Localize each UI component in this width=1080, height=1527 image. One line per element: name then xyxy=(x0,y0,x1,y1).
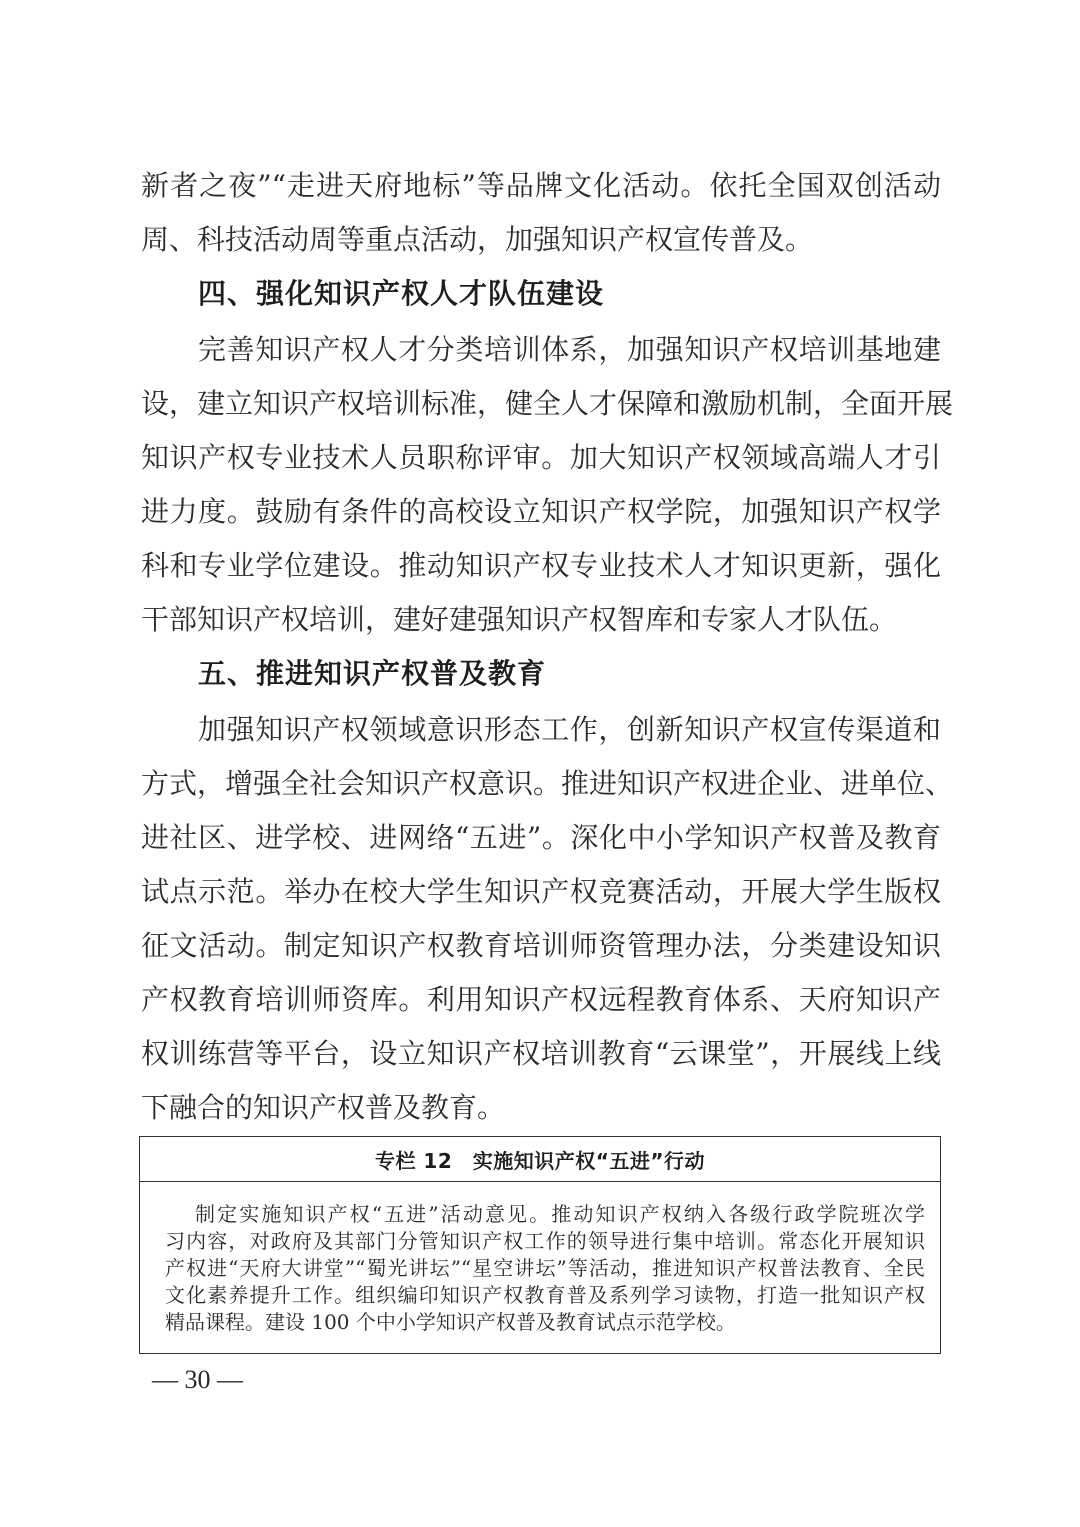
column-box-line: 制定实施知识产权“五进”活动意见。推动知识产权纳入各级行政学院班次学 xyxy=(195,1202,925,1226)
paragraph-line: 知识产权专业技术人员职称评审。加大知识产权领域高端人才引 xyxy=(141,441,941,474)
paragraph-line: 进力度。鼓励有条件的高校设立知识产权学院，加强知识产权学 xyxy=(141,495,941,528)
paragraph-line: 干部知识产权培训，建好建强知识产权智库和专家人才队伍。 xyxy=(141,603,898,636)
section-heading-5: 五、推进知识产权普及教育 xyxy=(198,657,547,690)
paragraph-line: 试点示范。举办在校大学生知识产权竞赛活动，开展大学生版权 xyxy=(141,875,941,908)
column-box-line: 习内容，对政府及其部门分管知识产权工作的领导进行集中培训。常态化开展知识 xyxy=(165,1229,925,1253)
column-box-line: 文化素养提升工作。组织编印知识产权教育普及系列学习读物，打造一批知识产权 xyxy=(165,1283,925,1307)
paragraph-line: 下融合的知识产权普及教育。 xyxy=(141,1091,506,1124)
column-box-line: 精品课程。建设 100 个中小学知识产权普及教育试点示范学校。 xyxy=(165,1310,736,1334)
paragraph-line: 进社区、进学校、进网络“五进”。深化中小学知识产权普及教育 xyxy=(141,821,941,854)
paragraph-line: 设，建立知识产权培训标准，健全人才保障和激励机制，全面开展 xyxy=(141,387,954,420)
paragraph-line: 产权教育培训师资库。利用知识产权远程教育体系、天府知识产 xyxy=(141,983,941,1016)
column-box-title: 专栏 12 实施知识产权“五进”行动 xyxy=(374,1148,706,1173)
column-box-line: 产权进“天府大讲堂”“蜀光讲坛”“星空讲坛”等活动，推进知识产权普法教育、全民 xyxy=(165,1256,925,1280)
paragraph-line: 完善知识产权人才分类培训体系，加强知识产权培训基地建 xyxy=(198,333,941,366)
page-number: — 30 — xyxy=(152,1365,243,1394)
paragraph-line: 周、科技活动周等重点活动，加强知识产权宣传普及。 xyxy=(141,223,814,256)
paragraph-line: 征文活动。制定知识产权教育培训师资管理办法，分类建设知识 xyxy=(141,929,941,962)
paragraph-line: 加强知识产权领域意识形态工作，创新知识产权宣传渠道和 xyxy=(198,713,941,746)
column-box-header xyxy=(140,1137,940,1182)
paragraph-line: 新者之夜”“走进天府地标”等品牌文化活动。依托全国双创活动 xyxy=(141,169,941,202)
section-heading-4: 四、强化知识产权人才队伍建设 xyxy=(198,277,605,310)
paragraph-line: 方式，增强全社会知识产权意识。推进知识产权进企业、进单位、 xyxy=(141,767,954,800)
column-box xyxy=(139,1136,941,1354)
paragraph-line: 权训练营等平台，设立知识产权培训教育“云课堂”，开展线上线 xyxy=(141,1037,941,1070)
paragraph-line: 科和专业学位建设。推动知识产权专业技术人才知识更新，强化 xyxy=(141,549,941,582)
